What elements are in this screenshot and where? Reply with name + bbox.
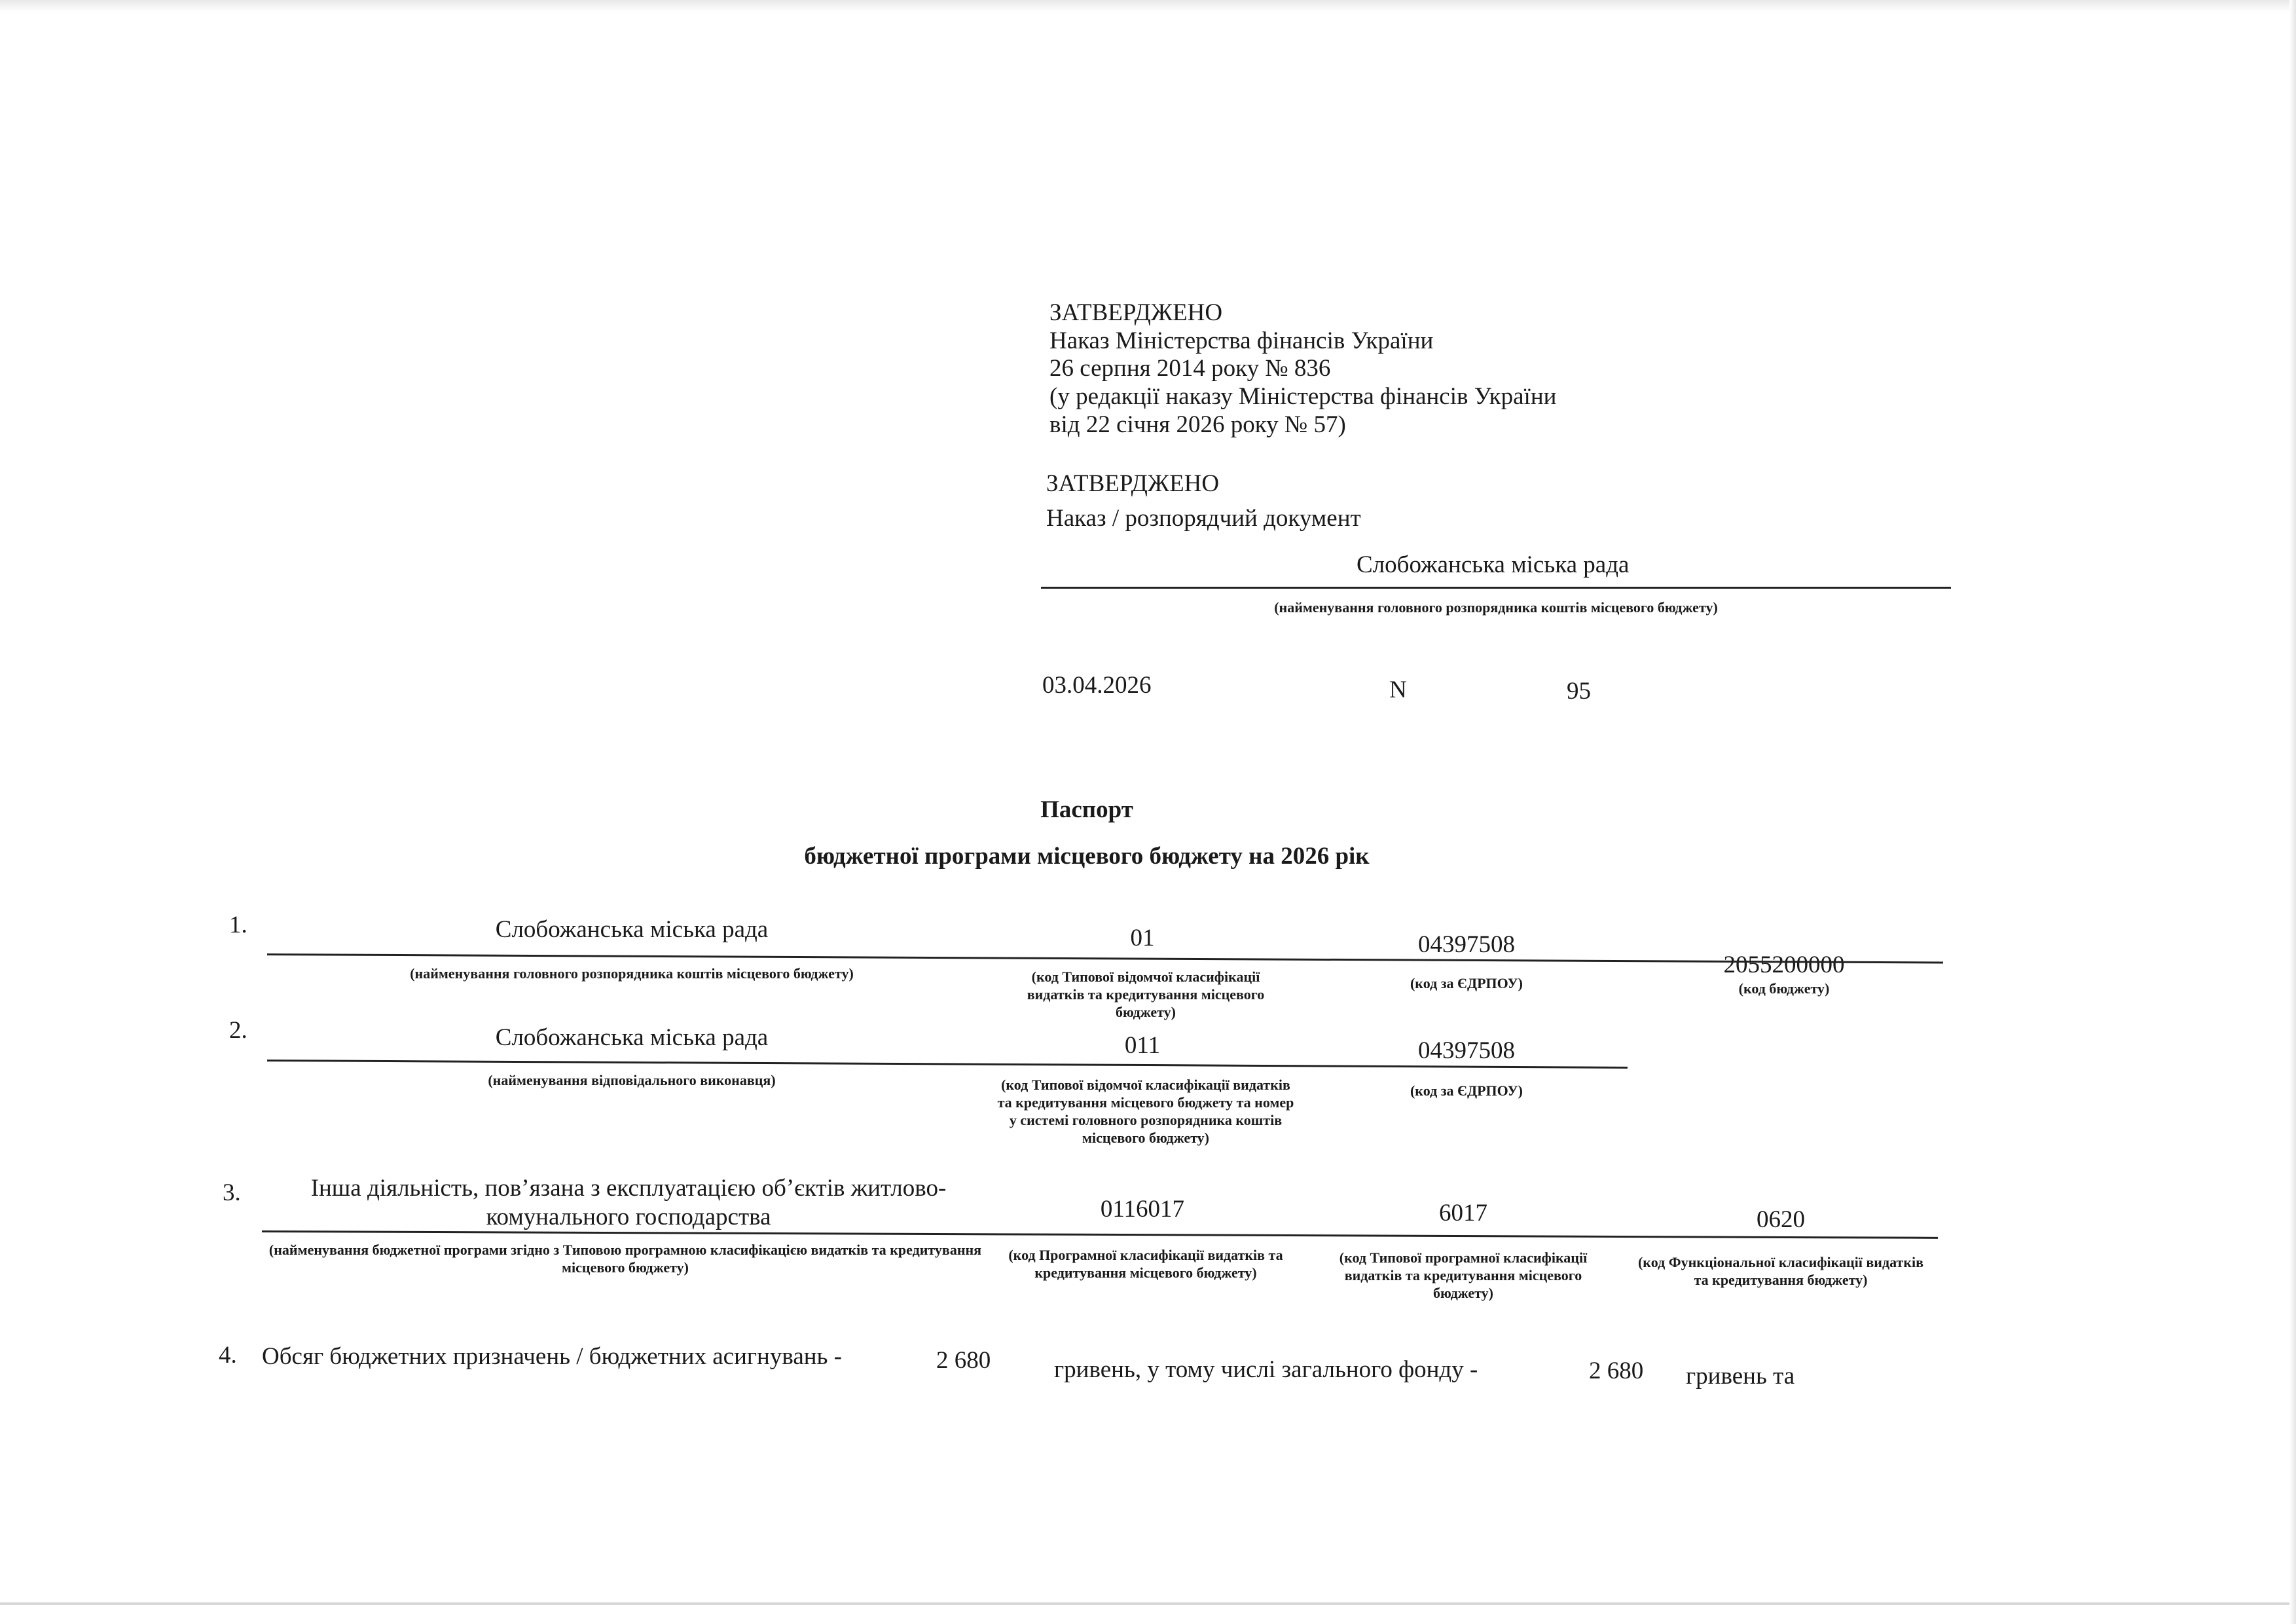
scan-edge-bottom (0, 1602, 2296, 1605)
section-1-number: 1. (229, 912, 247, 938)
approval2-subtitle: Наказ / розпорядчий документ (1046, 505, 1361, 532)
section-1-code: 01 (1130, 925, 1155, 951)
section-3-name-line-1: Інша діяльність, пов’язана з експлуатацією об’єктів житлово- (310, 1175, 947, 1202)
section-3-typical-caption: (код Типової програмної класифікації видатків та кредитування місцевого бюджету) (1339, 1249, 1588, 1301)
section-1-budget-code: 2055200000 (1723, 951, 1845, 978)
section-4-tail: гривень та (1686, 1363, 1795, 1390)
section-2-edrpou: 04397508 (1418, 1037, 1515, 1064)
scan-edge-top (0, 0, 2296, 12)
section-3-name-caption: (найменування бюджетної програми згідно з Типовою програмною класифікацією видатків та кредитування місцевого бюджету) (268, 1242, 982, 1276)
section-2-number: 2. (229, 1017, 247, 1044)
section-3-name-line-2: комунального господарства (486, 1204, 771, 1230)
section-1-edrpou-caption: (код за ЄДРПОУ) (1410, 975, 1523, 991)
approval2-org: Слобожанська міська рада (1357, 551, 1630, 578)
section-1-name: Слобожанська міська рада (495, 916, 769, 943)
section-4-label: Обсяг бюджетних призначень / бюджетних асигнувань - (262, 1343, 842, 1370)
approval-line-4: (у редакції наказу Міністерства фінансів України (1049, 383, 1557, 410)
approval-line-1: ЗАТВЕРДЖЕНО (1049, 299, 1223, 326)
approval2-org-underline (1041, 587, 1951, 589)
section-3-functional-code: 0620 (1757, 1206, 1805, 1233)
approval-line-3: 26 серпня 2014 року № 836 (1049, 355, 1331, 382)
section-2-edrpou-caption: (код за ЄДРПОУ) (1410, 1082, 1523, 1099)
section-3-typical-code: 6017 (1439, 1200, 1487, 1227)
approval-line-5: від 22 січня 2026 року № 57) (1049, 411, 1346, 438)
section-2-name-caption: (найменування відповідального виконавця) (488, 1072, 776, 1088)
passport-subtitle: бюджетної програми місцевого бюджету на 2026 рік (804, 843, 1370, 870)
section-3-program-code: 0116017 (1100, 1196, 1185, 1223)
section-1-code-caption: (код Типової відомчої класифікації видатків та кредитування місцевого бюджету) (1027, 969, 1265, 1020)
section-1-budget-caption: (код бюджету) (1738, 980, 1830, 997)
section-2-name: Слобожанська міська рада (495, 1024, 769, 1051)
section-2-code: 011 (1124, 1032, 1161, 1059)
scan-edge-right (2289, 0, 2296, 1624)
section-3-program-caption: (код Програмної класифікації видатків та кредитування місцевого бюджету) (1008, 1247, 1283, 1281)
section-4-amount: 2 680 (936, 1347, 991, 1374)
section-1-name-caption: (найменування головного розпорядника коштів місцевого бюджету) (410, 965, 854, 982)
section-2-code-caption: (код Типової відомчої класифікації видатків та кредитування місцевого бюджету та номер у системі головного розпорядника коштів місцевого бюджету) (997, 1077, 1294, 1146)
section-1-edrpou: 04397508 (1418, 931, 1515, 958)
approval2-title: ЗАТВЕРДЖЕНО (1046, 470, 1220, 497)
order-date: 03.04.2026 (1042, 672, 1152, 699)
section-4-mid-text: гривень, у тому числі загального фонду - (1054, 1356, 1478, 1383)
section-4-number: 4. (219, 1342, 237, 1369)
order-number: 95 (1567, 678, 1591, 705)
approval-line-2: Наказ Міністерства фінансів України (1049, 327, 1434, 354)
passport-title: Паспорт (1040, 796, 1133, 823)
approval2-org-caption: (найменування головного розпорядника коштів місцевого бюджету) (1274, 599, 1718, 616)
section-3-number: 3. (223, 1179, 241, 1206)
section-4-general-amount: 2 680 (1589, 1357, 1644, 1384)
section-3-functional-caption: (код Функціональної класифікації видатків та кредитування бюджету) (1637, 1254, 1923, 1288)
order-number-label: N (1389, 676, 1407, 703)
